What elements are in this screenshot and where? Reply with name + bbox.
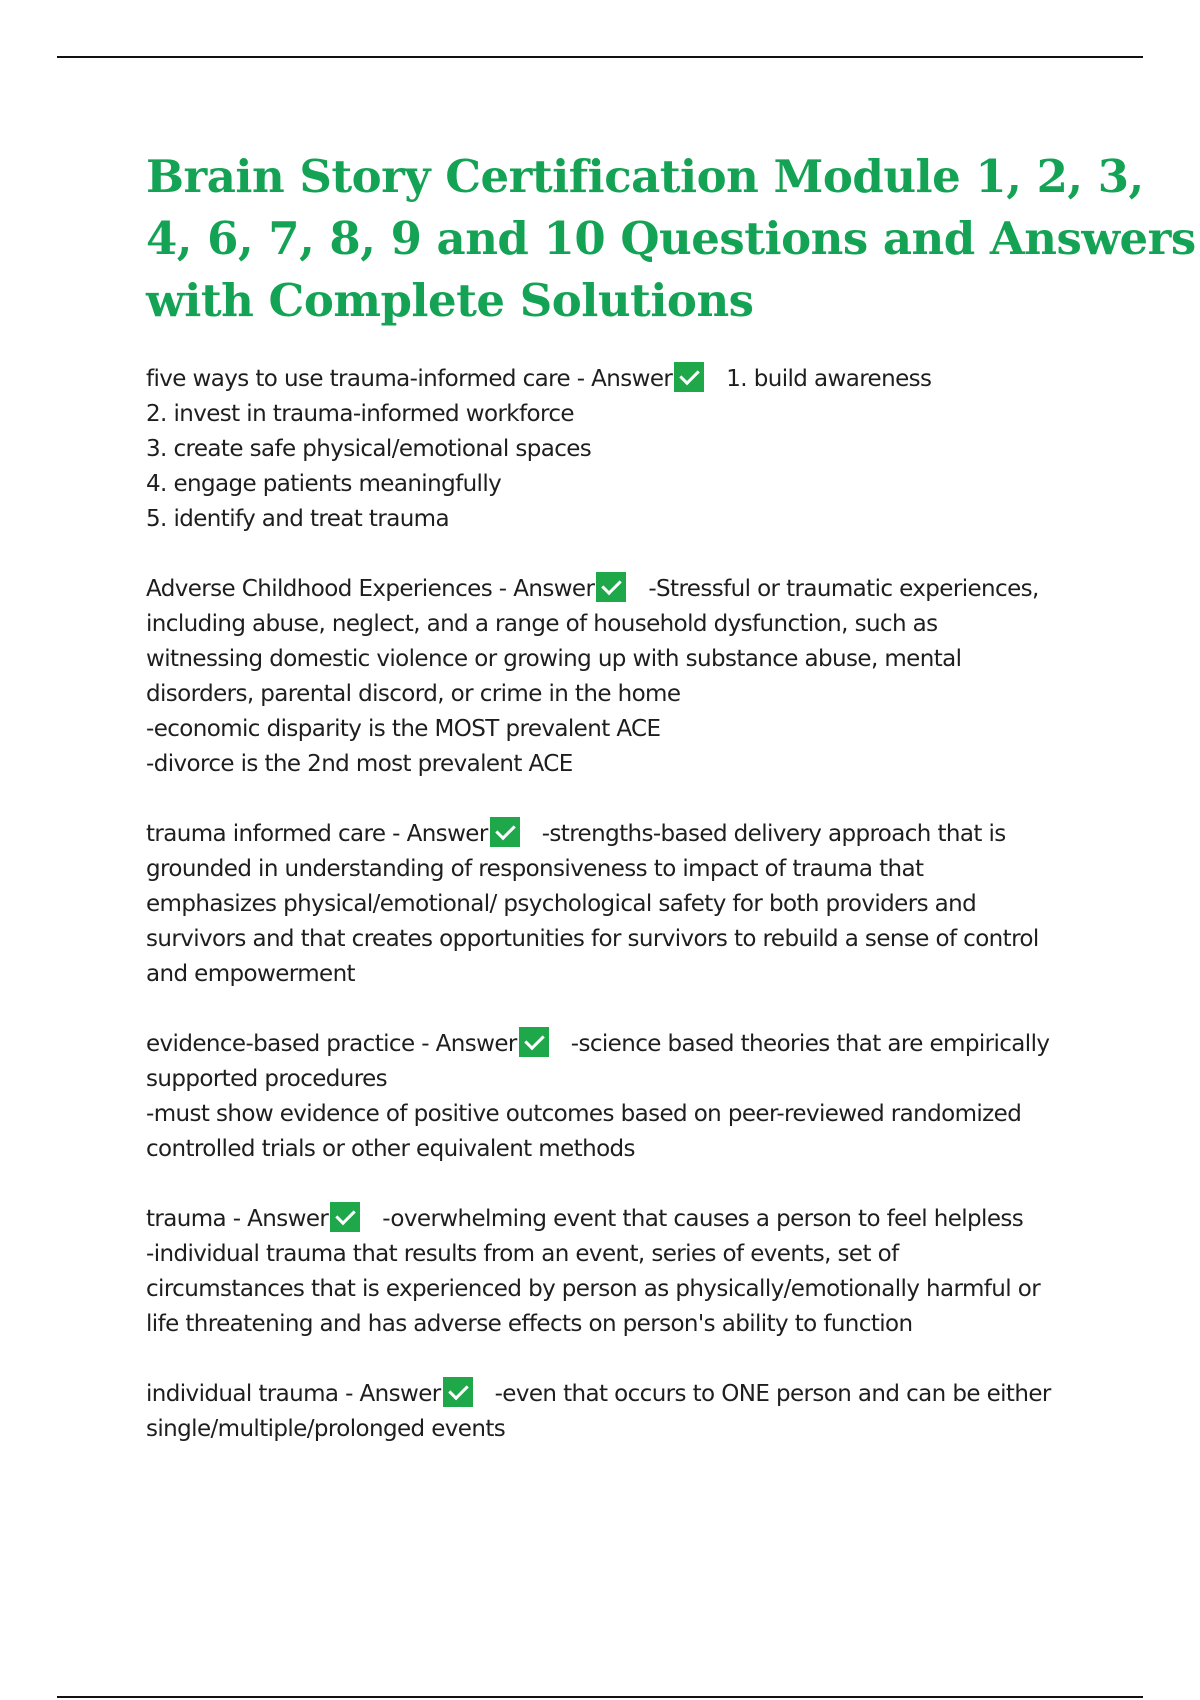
answer-line: controlled trials or other equivalent methods bbox=[146, 1136, 635, 1162]
answer-line: witnessing domestic violence or growing up with substance abuse, mental bbox=[146, 646, 962, 672]
answer-line: 5. identify and treat trauma bbox=[146, 506, 449, 532]
check-mark-icon bbox=[674, 362, 704, 392]
answer-text: -Stressful or traumatic experiences, bbox=[648, 576, 1039, 602]
answer-line: grounded in understanding of responsiveness to impact of trauma that bbox=[146, 856, 924, 882]
answer-line: disorders, parental discord, or crime in the home bbox=[146, 681, 681, 707]
qa-item bbox=[146, 817, 1106, 992]
title-line: with Complete Solutions bbox=[146, 274, 754, 327]
document-title bbox=[146, 146, 1196, 332]
qa-first-line bbox=[146, 817, 1106, 852]
answer-text: -strengths-based delivery approach that is bbox=[541, 821, 1006, 847]
answer-text: -overwhelming event that causes a person to feel helpless bbox=[382, 1206, 1024, 1232]
qa-first-line bbox=[146, 362, 1106, 397]
qa-item bbox=[146, 1202, 1106, 1342]
answer-line: life threatening and has adverse effects on person's ability to function bbox=[146, 1311, 913, 1337]
answer-line: survivors and that creates opportunities for survivors to rebuild a sense of control bbox=[146, 926, 1039, 952]
answer-line: -economic disparity is the MOST prevalent ACE bbox=[146, 716, 661, 742]
question-term: individual trauma - Answer bbox=[146, 1381, 441, 1407]
answer-line: 3. create safe physical/emotional spaces bbox=[146, 436, 592, 462]
answer-text: -even that occurs to ONE person and can be either bbox=[494, 1381, 1051, 1407]
qa-item bbox=[146, 572, 1106, 782]
question-term: evidence-based practice - Answer bbox=[146, 1031, 517, 1057]
answer-line: circumstances that is experienced by person as physically/emotionally harmful or bbox=[146, 1276, 1041, 1302]
answer-line: single/multiple/prolonged events bbox=[146, 1416, 506, 1442]
check-mark-icon bbox=[330, 1202, 360, 1232]
question-term: trauma - Answer bbox=[146, 1206, 329, 1232]
top-rule bbox=[57, 56, 1143, 58]
check-mark-icon bbox=[443, 1377, 473, 1407]
answer-line: supported procedures bbox=[146, 1066, 388, 1092]
question-term: Adverse Childhood Experiences - Answer bbox=[146, 576, 595, 602]
qa-item bbox=[146, 362, 1106, 537]
answer-line: including abuse, neglect, and a range of household dysfunction, such as bbox=[146, 611, 938, 637]
answer-line: 4. engage patients meaningfully bbox=[146, 471, 502, 497]
answer-line: -must show evidence of positive outcomes based on peer-reviewed randomized bbox=[146, 1101, 1022, 1127]
question-term: five ways to use trauma-informed care - Answer bbox=[146, 366, 673, 392]
qa-first-line bbox=[146, 1202, 1106, 1237]
check-mark-icon bbox=[490, 817, 520, 847]
question-term: trauma informed care - Answer bbox=[146, 821, 488, 847]
qa-first-line bbox=[146, 1027, 1106, 1062]
answer-line: -divorce is the 2nd most prevalent ACE bbox=[146, 751, 573, 777]
title-line: 4, 6, 7, 8, 9 and 10 Questions and Answers bbox=[146, 212, 1196, 265]
title-line: Brain Story Certification Module 1, 2, 3, bbox=[146, 150, 1144, 203]
qa-item bbox=[146, 1377, 1106, 1447]
check-mark-icon bbox=[519, 1027, 549, 1057]
answer-line: -individual trauma that results from an event, series of events, set of bbox=[146, 1241, 899, 1267]
answer-line: and empowerment bbox=[146, 961, 355, 987]
check-mark-icon bbox=[596, 572, 626, 602]
qa-first-line bbox=[146, 1377, 1106, 1412]
answer-line: 2. invest in trauma-informed workforce bbox=[146, 401, 574, 427]
answer-text: 1. build awareness bbox=[726, 366, 932, 392]
bottom-rule bbox=[57, 1696, 1143, 1698]
answer-line: emphasizes physical/emotional/ psychological safety for both providers and bbox=[146, 891, 977, 917]
qa-list bbox=[146, 362, 1106, 1482]
answer-text: -science based theories that are empirically bbox=[570, 1031, 1050, 1057]
qa-first-line bbox=[146, 572, 1106, 607]
qa-item bbox=[146, 1027, 1106, 1167]
